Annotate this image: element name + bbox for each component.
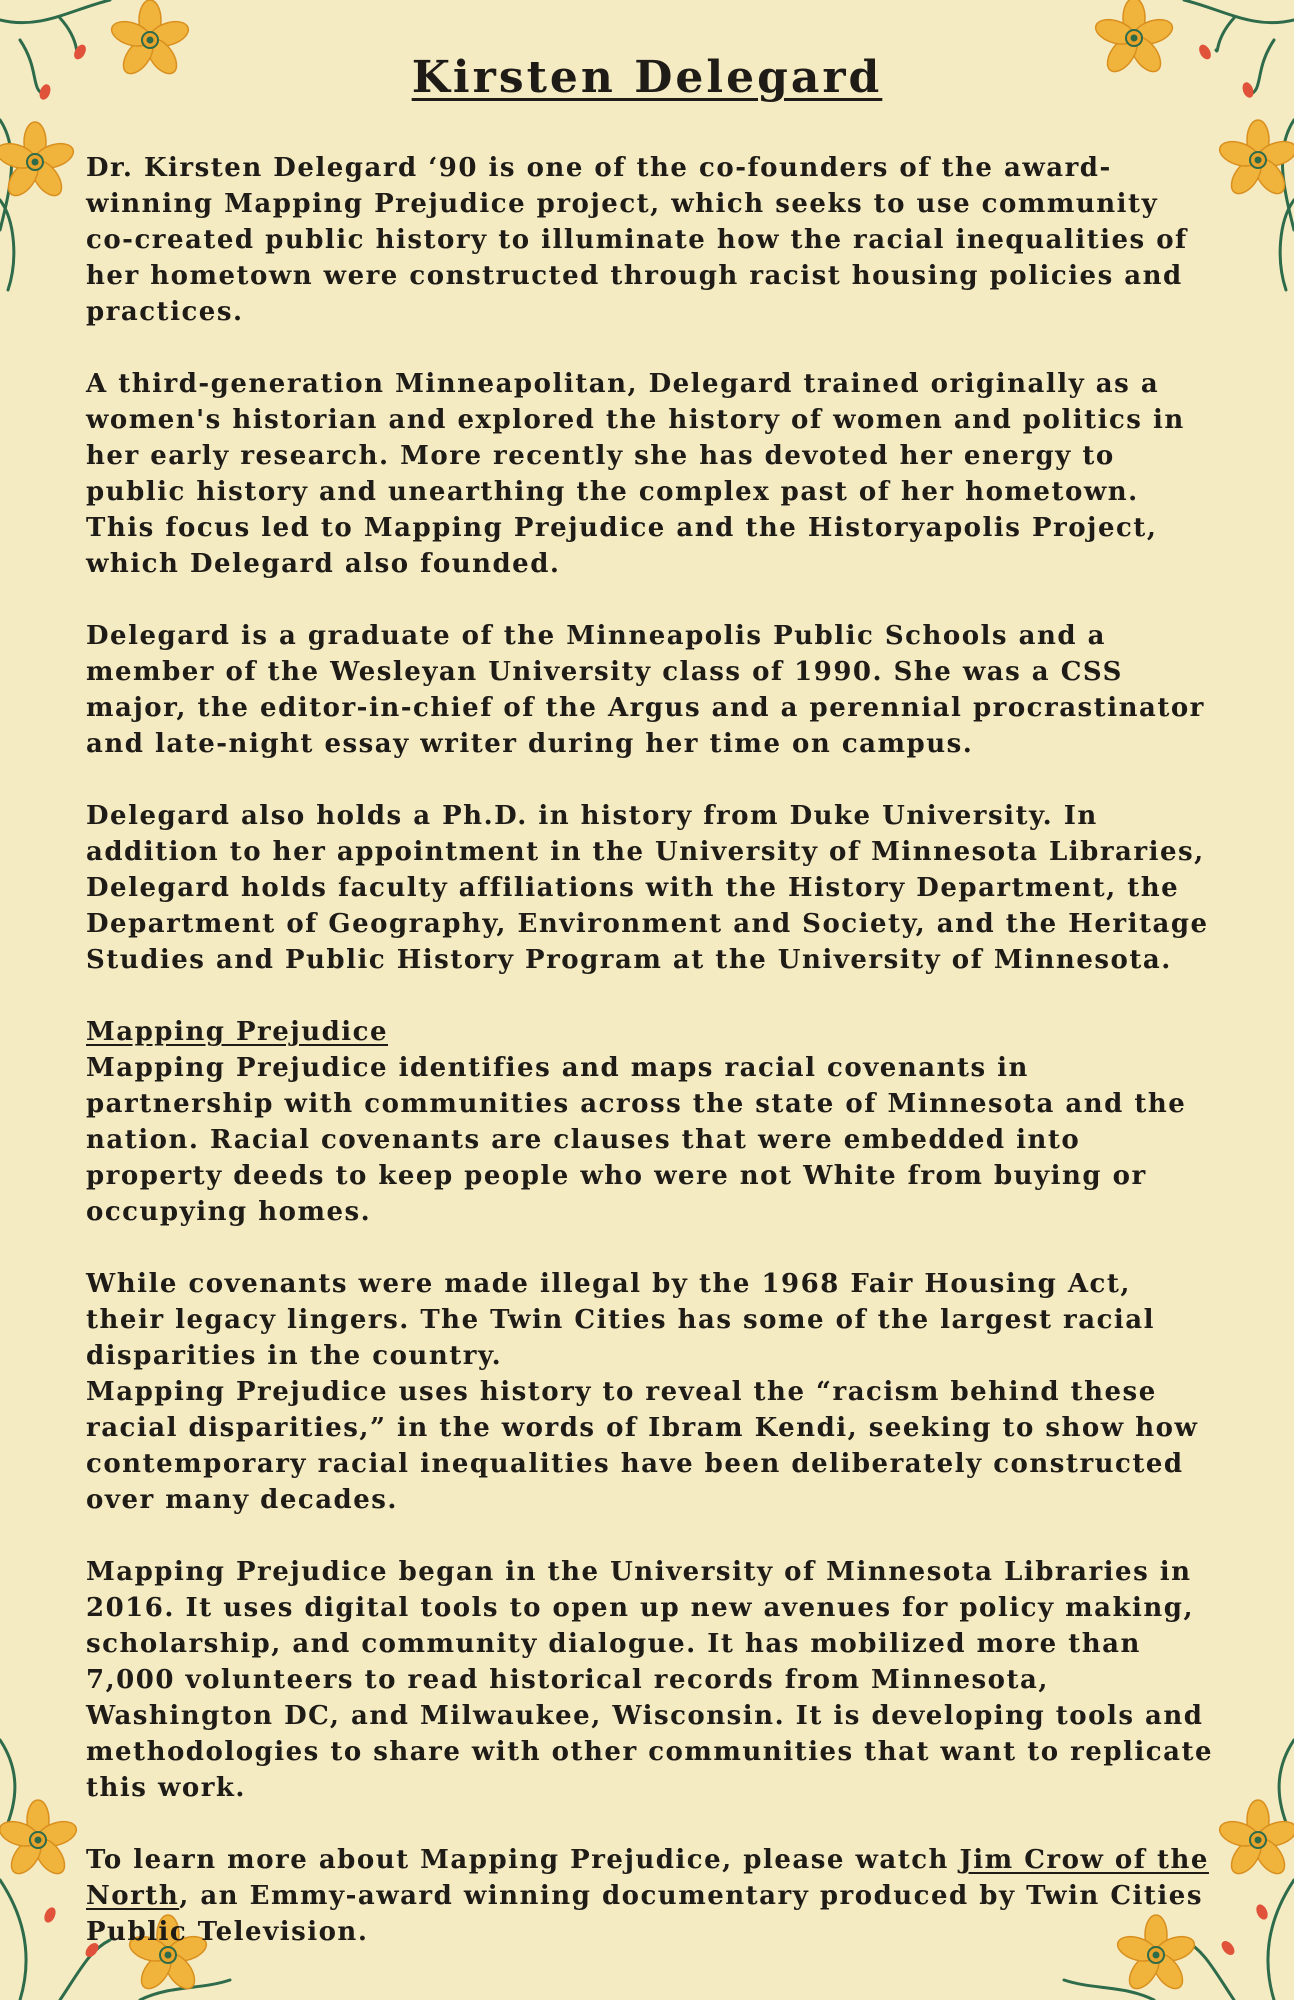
bud-icon bbox=[1219, 1939, 1237, 1958]
history-paragraph: Mapping Prejudice began in the University of Minnesota Libraries in 2016. It uses digital tools to open up new avenues for policy making, scholarship, and community dialogue. It has mobilized more than 7,000 volunteers to read historical records from Minnesota, Washington DC, and Milwaukee, Wisconsin. It is developing tools and methodologies to share with other communities that want to replicate this work. bbox=[86, 1557, 1214, 1803]
page-title: Kirsten Delegard bbox=[411, 52, 883, 103]
article-body bbox=[86, 150, 1216, 1986]
learn-more-text: To learn more about Mapping Prejudice, please watch bbox=[86, 1845, 960, 1875]
flower-icon bbox=[1217, 120, 1294, 199]
section-heading: Mapping Prejudice bbox=[86, 1017, 389, 1047]
intro-paragraph: Dr. Kirsten Delegard ‘90 is one of the co-founders of the award-winning Mapping Prejudice project, which seeks to use community co-created public history to illuminate how the racial inequalities of her hometown were constructed through racist housing policies and practices. bbox=[86, 153, 1188, 327]
learn-more-text-end: , an Emmy-award winning documentary produced by Twin Cities Public Television. bbox=[86, 1881, 1203, 1947]
bud-icon bbox=[42, 1906, 58, 1925]
mission-paragraph: Mapping Prejudice uses history to reveal the “racism behind these racial disparities,” in the words of Ibram Kendi, seeking to show how contemporary racial inequalities have been deliberately constructed over many decades. bbox=[86, 1377, 1199, 1515]
covenants-paragraph: While covenants were made illegal by the 1968 Fair Housing Act, their legacy lingers. The Twin Cities has some of the largest racial disparities in the country. bbox=[86, 1269, 1156, 1371]
flower-icon bbox=[0, 122, 76, 201]
background-paragraph: A third-generation Minneapolitan, Delegard trained originally as a women's historian and explored the history of women and politics in her early research. More recently she has devoted her energy to public history and unearthing the complex past of her hometown. This focus led to Mapping Prejudice and the Historyapolis Project, which Delegard also founded. bbox=[86, 369, 1185, 579]
credentials-paragraph: Delegard also holds a Ph.D. in history from Duke University. In addition to her appointment in the University of Minnesota Libraries, Delegard holds faculty affiliations with the History Department, the Department of Geography, Environment and Society, and the Heritage Studies and Public History Program at the University of Minnesota. bbox=[86, 801, 1209, 975]
education-paragraph: Delegard is a graduate of the Minneapolis Public Schools and a member of the Wesleyan University class of 1990. She was a CSS major, the editor-in-chief of the Argus and a perennial procrastinator and late-night essay writer during her time on campus. bbox=[86, 621, 1205, 759]
bud-icon bbox=[1254, 1903, 1270, 1922]
documentary-link[interactable]: Jim Crow of the North bbox=[86, 1845, 1209, 1911]
project-description-paragraph: Mapping Prejudice identifies and maps racial covenants in partnership with communities across the state of Minnesota and the nation. Racial covenants are clauses that were embedded into property deeds to keep people who were not White from buying or occupying homes. bbox=[86, 1053, 1187, 1227]
learn-more-paragraph bbox=[86, 1842, 1216, 1950]
